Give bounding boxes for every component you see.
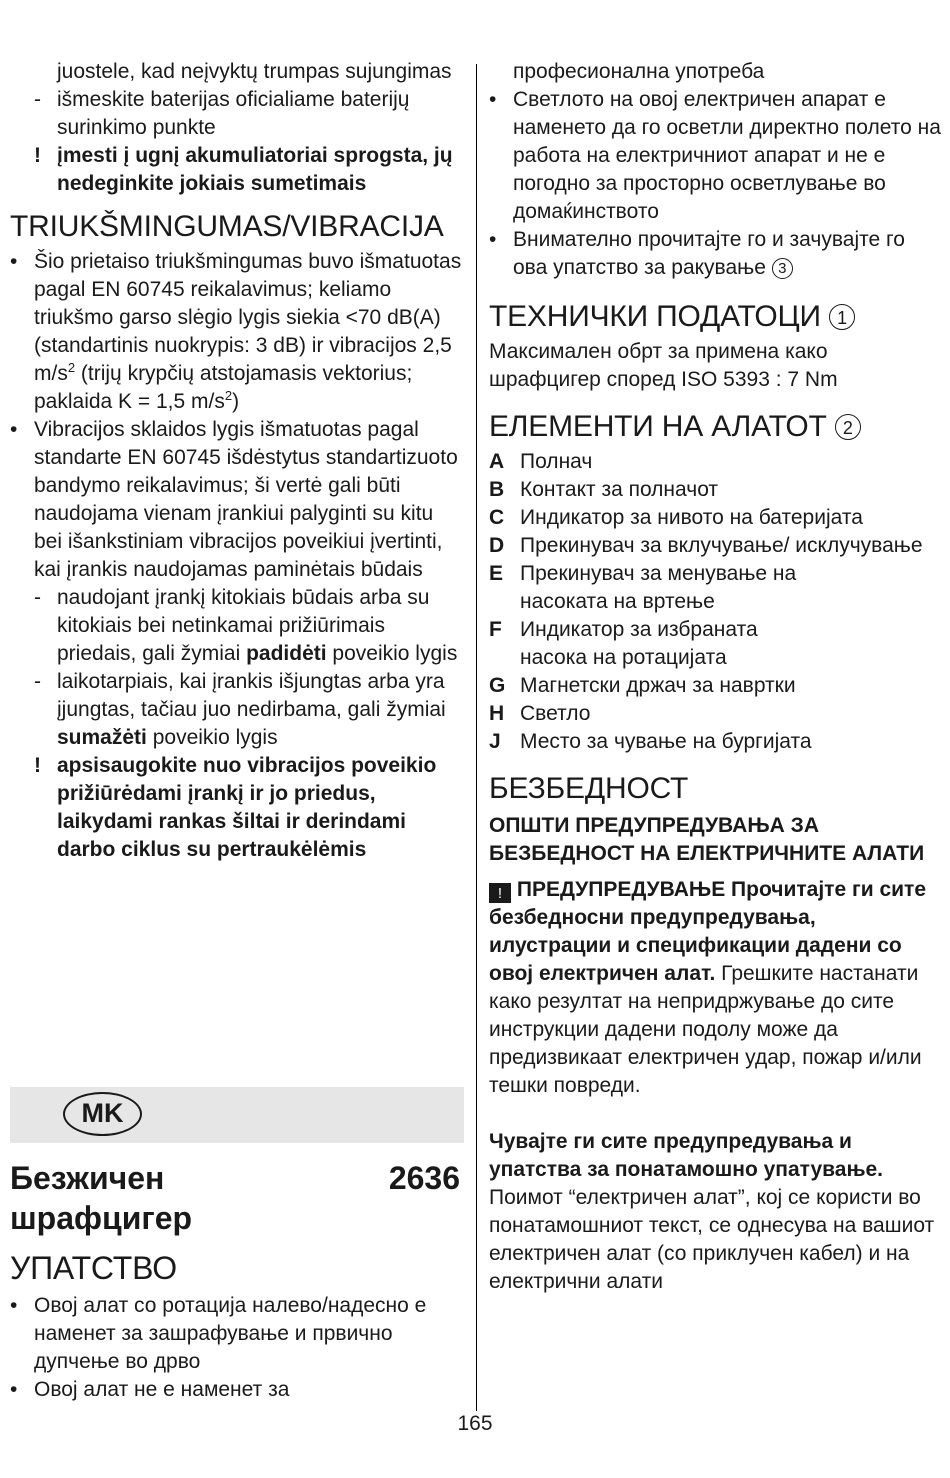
language-bar <box>10 1087 464 1143</box>
element-row: H Светло <box>489 702 591 725</box>
keep-instructions: Чувајте ги сите предупредувања и упатства за понатамошно упатување. Поимот “електричен алат”, кој се користи во понатамошниот текст, се однесува на вашиот електричен алат (со приклучен кабел) и на електрични алати <box>489 1130 935 1293</box>
instructions-heading: УПАТСТВО <box>10 1250 177 1286</box>
element-row: E Прекинувач за менување на насоката на вртење <box>489 562 797 613</box>
element-row: D Прекинувач за вклучување/ исклучување <box>489 534 923 557</box>
section-heading-noise: TRIUKŠMINGUMAS/VIBRACIJA <box>10 210 444 243</box>
instructions-block <box>10 1250 465 1404</box>
product-title <box>10 1158 460 1238</box>
tech-data-text: Максимален обрт за примена како шрафцигер според ISO 5393 : 7 Nm <box>489 340 838 391</box>
tech-data-heading: ТЕХНИЧКИ ПОДАТОЦИ 1 <box>489 300 941 334</box>
column-divider <box>476 64 477 1411</box>
element-row: G Магнетски држач за навртки <box>489 674 796 697</box>
dash-item-decrease: - laikotarpiais, kai įrankis išjungtas arba yra įjungtas, tačiau juo nedirbama, gali žymiai sumažėti poveikio lygis <box>34 670 446 749</box>
bullet-read-manual: • Внимателно прочитајте го и зачувајте го ова упатство за ракување 3 <box>489 228 905 279</box>
right-column <box>489 58 941 1296</box>
bullet-noise: • Šio prietaiso triukšmingumas buvo išmatuotas pagal EN 60745 reikalavimus; keliamo triukšmo garso slėgio lygis siekia <70 dB(A) (standartinis nuokrypis: 3 dB) ir vibracijos 2,5 $m/s^2$ (trijų krypčių atstojamasis vektorius; paklaida K = 1,5 $m/s^2$) <box>10 250 462 413</box>
safety-subheading: ОПШТИ ПРЕДУПРЕДУВАЊА ЗА БЕЗБЕДНОСТ НА ЕЛЕКТРИЧНИТЕ АЛАТИ <box>489 814 925 865</box>
bullet-vibration: • Vibracijos sklaidos lygis išmatuotas pagal standarte EN 60745 išdėstytus standartizuoto bandymo reikalavimus; ši vertė gali būti naudojama vienam įrankiui palyginti su kitu bei išankstiniam vibracijos poveikiui įvertinti, kai įrankis naudojamas paminėtais būdais <box>10 418 458 581</box>
element-row: B Контакт за полначот <box>489 478 719 501</box>
bullet-purpose: • Овој алат со ротација налево/надесно е наменет за зашрафување и првично дупчење во дрво <box>10 1294 427 1373</box>
element-row: F Индикатор за избраната насока на ротацијата <box>489 618 758 669</box>
element-row: J Место за чување на бургијата <box>489 730 812 753</box>
continued-text-right: професионална употреба <box>513 60 765 83</box>
warning-item: ! įmesti į ugnį akumuliatoriai sprogsta, jų nedeginkite jokiais sumetimais <box>34 144 453 195</box>
product-name: Безжичен шрафцигер <box>10 1160 193 1236</box>
elements-heading: ЕЛЕМЕНТИ НА АЛАТОТ 2 <box>489 410 941 444</box>
continued-text: juostele, kad neįvyktų trumpas sujungimas <box>57 60 452 83</box>
safety-warning: ! ПРЕДУПРЕДУВАЊЕ Прочитајте ги сите безбедносни предупредувања, илустрации и спецификации дадени со овој електричен алат. Грешките настанати како резултат на непридржување до сите инструкции дадени подолу може да предизвикаат електричен удар, пожар и/или тешки повреди. <box>489 878 927 1097</box>
language-code-badge: MK <box>63 1092 142 1136</box>
page-number: 165 <box>457 1412 493 1435</box>
figure-ref-1: 1 <box>829 304 855 330</box>
figure-ref-2: 2 <box>835 414 861 440</box>
product-number: 2636 <box>388 1160 460 1196</box>
left-column <box>10 58 465 864</box>
warning-item-vibration: ! apsisaugokite nuo vibracijos poveikio prižiūrėdami įrankį ir jo priedus, laikydami rankas šiltai ir derindami darbo ciklus su pertraukėlėmis <box>34 754 437 861</box>
warning-icon: ! <box>489 883 511 903</box>
element-row: C Индикатор за нивото на батеријата <box>489 506 863 529</box>
safety-heading: БЕЗБЕДНОСТ <box>489 772 689 805</box>
dash-item: - išmeskite baterijas oficialiame baterijų surinkimo punkte <box>34 88 410 139</box>
figure-ref-3: 3 <box>772 258 793 279</box>
element-row: A Полнач <box>489 450 593 473</box>
dash-item-increase: - naudojant įrankį kitokiais būdais arba su kitokiais bei netinkamai prižiūrimais priedais, gali žymiai padidėti poveikio lygis <box>34 586 458 665</box>
bullet-light: • Светлото на овој електричен апарат е наменето да го осветли директно полето на работа на електричниот апарат и не е погодно за просторно осветлување во домаќинството <box>489 88 941 223</box>
elements-list <box>489 448 941 756</box>
bullet-not-professional: • Овој алат не е наменет за <box>10 1378 290 1401</box>
